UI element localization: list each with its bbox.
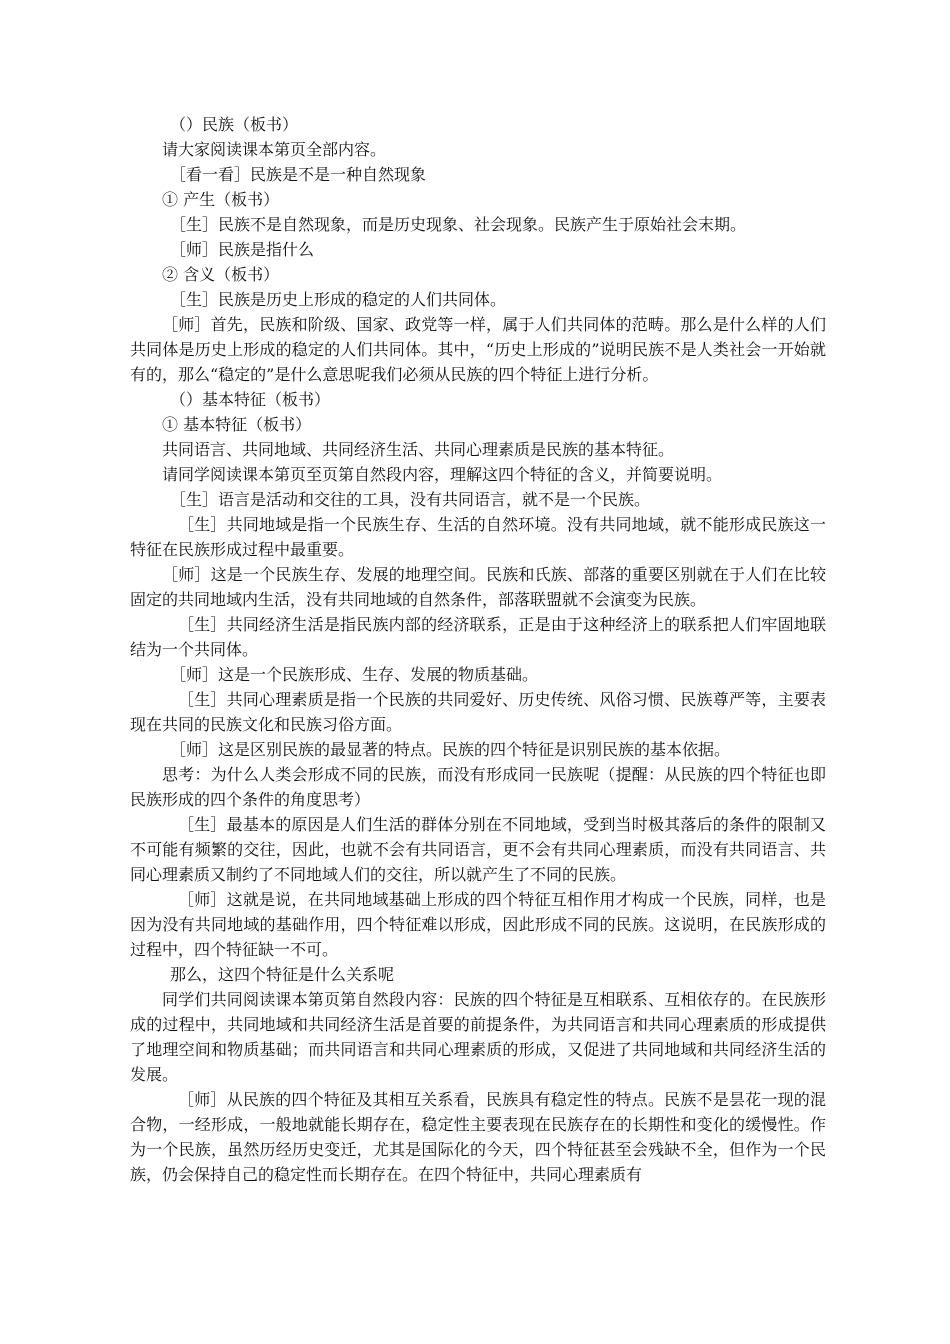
paragraph: ［师］这是区别民族的最显著的特点。民族的四个特征是识别民族的基本依据。	[170, 740, 731, 759]
paragraph: ［师］这是一个民族形成、生存、发展的物质基础。	[170, 665, 539, 684]
paragraph: ［生］最基本的原因是人们生活的群体分别在不同地域，受到当时极其落后的条件的限制又不可能有频繁的交往，因此，也就不会有共同语言，更不会有共同心理素质，而没有共同语言、共同心理素质又制约了不同地域人们的交往，所以就产生了不同的民族。	[130, 815, 826, 884]
paragraph: ［生］共同经济生活是指民族内部的经济联系，正是由于这种经济上的联系把人们牢固地联结为一个共同体。	[130, 615, 826, 659]
paragraph: ［生］语言是活动和交往的工具，没有共同语言，就不是一个民族。	[170, 490, 651, 509]
paragraph: ［师］这是一个民族生存、发展的地理空间。民族和氏族、部落的重要区别就在于人们在比较固定的共同地域内生活，没有共同地域的自然条件，部落联盟就不会演变为民族。	[130, 565, 826, 609]
document-body	[130, 112, 826, 1187]
paragraph: 那么，这四个特征是什么关系呢	[170, 965, 395, 984]
paragraph: ① 基本特征（板书）	[162, 415, 312, 434]
paragraph: ［师］从民族的四个特征及其相互关系看，民族具有稳定性的特点。民族不是昙花一现的混合物，一经形成，一般地就能长期存在，稳定性主要表现在民族存在的长期性和变化的缓慢性。作为一个民族，虽然历经历史变迁，尤其是国际化的今天，四个特征甚至会残缺不全，但作为一个民族，仍会保持自己的稳定性而长期存在。在四个特征中，共同心理素质有	[130, 1090, 826, 1184]
paragraph: 同学们共同阅读课本第页第自然段内容：民族的四个特征是互相联系、互相依存的。在民族形成的过程中，共同地域和共同经济生活是首要的前提条件，为共同语言和共同心理素质的形成提供了地理空间和物质基础；而共同语言和共同心理素质的形成，又促进了共同地域和共同经济生活的发展。	[130, 990, 826, 1084]
paragraph: ［看一看］民族是不是一种自然现象	[170, 165, 427, 184]
paragraph: 思考：为什么人类会形成不同的民族，而没有形成同一民族呢（提醒：从民族的四个特征也即民族形成的四个条件的角度思考）	[130, 765, 826, 809]
paragraph: 请同学阅读课本第页至页第自然段内容，理解这四个特征的含义，并简要说明。	[162, 465, 723, 484]
paragraph: ② 含义（板书）	[162, 265, 280, 284]
paragraph: ［生］共同心理素质是指一个民族的共同爱好、历史传统、风俗习惯、民族尊严等，主要表现在共同的民族文化和民族习俗方面。	[130, 690, 826, 734]
paragraph: ［生］民族是历史上形成的稳定的人们共同体。	[170, 290, 507, 309]
paragraph: ［生］共同地域是指一个民族生存、生活的自然环境。没有共同地域，就不能形成民族这一特征在民族形成过程中最重要。	[130, 515, 826, 559]
paragraph: （）基本特征（板书）	[170, 390, 331, 409]
paragraph: 共同语言、共同地域、共同经济生活、共同心理素质是民族的基本特征。	[162, 440, 675, 459]
paragraph: ［生］民族不是自然现象，而是历史现象、社会现象。民族产生于原始社会末期。	[170, 215, 747, 234]
paragraph: 请大家阅读课本第页全部内容。	[162, 140, 387, 159]
paragraph: （）民族（板书）	[170, 115, 299, 134]
paragraph: ［师］民族是指什么	[170, 240, 315, 259]
paragraph: ［师］这就是说，在共同地域基础上形成的四个特征互相作用才构成一个民族，同样，也是因为没有共同地域的基础作用，四个特征难以形成，因此形成不同的民族。这说明，在民族形成的过程中，四个特征缺一不可。	[130, 890, 826, 959]
paragraph: ［师］首先，民族和阶级、国家、政党等一样，属于人们共同体的范畴。那么是什么样的人们共同体是历史上形成的稳定的人们共同体。其中，“历史上形成的”说明民族不是人类社会一开始就有的，那么“稳定的”是什么意思呢我们必须从民族的四个特征上进行分析。	[130, 315, 826, 384]
paragraph: ① 产生（板书）	[162, 190, 280, 209]
